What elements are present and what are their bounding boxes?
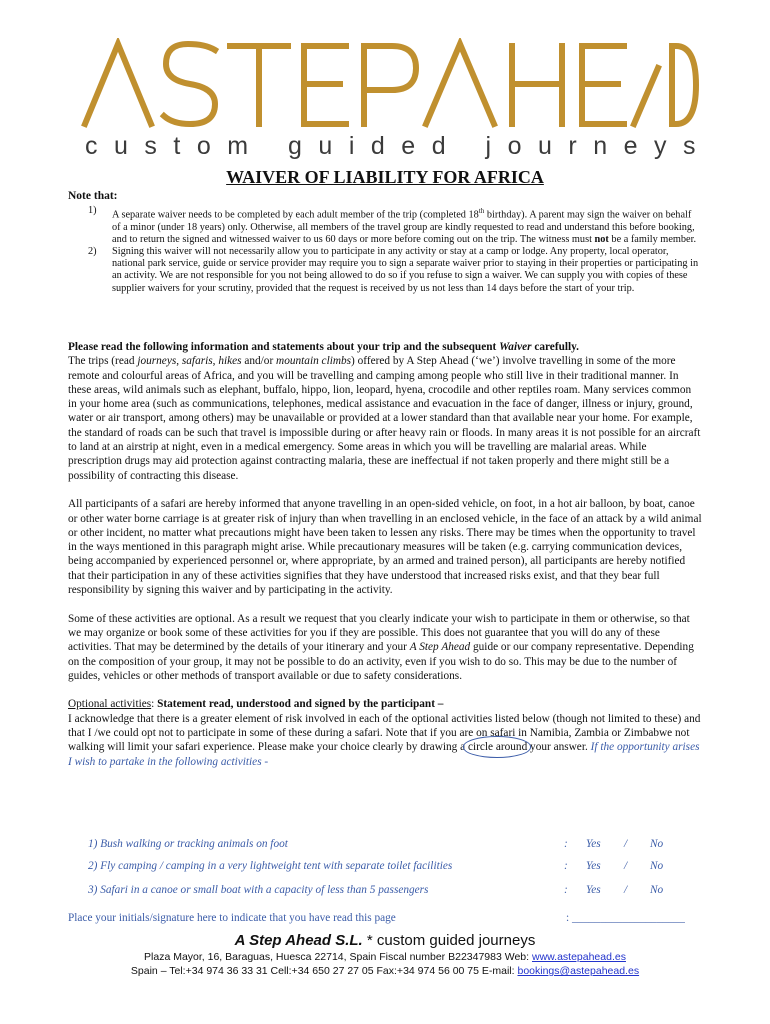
document-body [68, 340, 702, 783]
no-option[interactable]: No [650, 860, 664, 872]
initials-label: Place your initials/signature here to indicate that you have read this page [68, 912, 396, 924]
activity-row: 1) Bush walking or tracking animals on foot : Yes / No [88, 838, 664, 850]
note-item: 2) Signing this waiver will not necessarily allow you to participate in any activity or stay at a camp or lodge. Any property, local operator, national park service, guide or service provider may require you to sign a separate waiver prior to staying in their properties or participating in an activity. We are not responsible for you not being allowed to do so if you refuse to sign a waiver. We can supply you with copies of these supplier waivers for your scrutiny, provided that the request is received by us not less than 14 days before the start of your trip. [88, 246, 699, 294]
risk-paragraph: All participants of a safari are hereby informed that anyone travelling in an open-sided vehicle, on foot, in a hot air balloon, by boat, canoe or other water borne carriage is at greater risk of injury than when travelling in an enclosed vehicle, in the face of an attack by a wild animal or other incident, no matter what precautions might have been taken to lessen any risks. There may be times when the opportunity to travel in the ways mentioned in this paragraph might arise. While precautionary measures will be taken (e.g. carrying communication devices, being accompanied by experienced personnel or, where appropriate, by an armed and trained person), all participants are hereby notified that their participation in any of these activities signifies that they have understood that increased risks exist, and that they bear full responsibility by signing this waiver and by participating in the activity. [68, 498, 702, 597]
initials-row [68, 912, 702, 924]
email-link[interactable]: bookings@astepahead.es [517, 965, 640, 977]
activity-row: 3) Safari in a canoe or small boat with a capacity of less than 5 passengers : Yes / No [88, 884, 664, 896]
document-title: WAIVER OF LIABILITY FOR AFRICA [226, 167, 544, 187]
notes-list [88, 205, 700, 295]
logo-tagline: custom guided journeys [85, 132, 713, 160]
logo-wordmark [80, 38, 700, 128]
optional-paragraph: Some of these activities are optional. As a result we request that you clearly indicate your wish to participate in them or otherwise, so that we may organize or book some of these activities for you if they are possible. This does not guarantee that you will do any of these activities. That may be determined by the details of your itinerary and your A Step Ahead guide or our company representative. Depending on the composition of your group, it may not be possible to do an activity, even if you wish to do so. This may be due to the number of guides, vehicles or other methods of transport available or due to safety considerations. [68, 612, 694, 682]
initials-field[interactable]: : ____________________ [566, 912, 685, 924]
no-option[interactable]: No [650, 838, 664, 850]
footer-contacts: Spain – Tel:+34 974 36 33 31 Cell:+34 650 27 27 05 Fax:+34 974 56 00 75 E-mail: bookings@astepahead.es [130, 965, 640, 977]
yes-option[interactable]: Yes [586, 884, 601, 896]
activity-row: 2) Fly camping / camping in a very lightweight tent with separate toilet facilities : Yes / No [88, 860, 664, 872]
note-label: Note that: [68, 190, 118, 202]
note-item: 1) A separate waiver needs to be completed by each adult member of the trip (completed 18th birthday). A parent may sign the waiver on behalf of a minor (under 18 years) only. Otherwise, all members of the travel group are kindly requested to read and understand this before booking, and to return the signed and witnessed waiver to us 60 days or more before coming out on the trip. The witness must not be a family member. [88, 205, 697, 245]
website-link[interactable]: www.astepahead.es [531, 951, 626, 963]
page-footer [0, 932, 770, 978]
intro-paragraph: Please read the following information and statements about your trip and the subsequent Waiver carefully. The trips (read journeys, safaris, hikes and/or mountain climbs) offered by A Step Ahead (‘we’) involve travelling in some of the more remote and colourful areas of Africa, and you will be travelling and camping among people who still live in their traditional manner. In these areas, wild animals such as elephant, buffalo, hippo, lion, leopard, hyena, crocodile and other reptiles roam. Many services common in your home area (such as communications, telephones, medical assistance and evacuation in the face of danger, illness or injury, ground, water or air transport, among others) may be unavailable or provided at a lower standard than that available near your home. For example, the standard of roads can be such that travel is impossible during or after heavy rain or floods. In many areas it is not possible for an aircraft to land at an airstrip at night, even in a medical emergency. Some areas in which you will be travelling are malarial areas. While prescription drugs may aid protection against contracting malaria, these are ineffectual if not taken properly and there might still be a possibility of contracting this disease. [68, 341, 701, 482]
optional-activities-statement: Optional activities: Statement read, understood and signed by the participant – I acknowledge that there is a greater element of risk involved in each of the optional activities listed below (though not limited to these) and that I /we could opt not to participate in some of these during a safari. Note that if you are on safari in Namibia, Zambia or Zimbabwe not walking will limit your safari experience. Please make your choice clearly by drawing a circle around your answer. If the opportunity arises I wish to partake in the following activities - [68, 698, 701, 768]
yes-option[interactable]: Yes [586, 838, 601, 850]
footer-company: A Step Ahead S.L. * custom guided journeys [234, 932, 536, 949]
no-option[interactable]: No [650, 884, 664, 896]
yes-option[interactable]: Yes [586, 860, 601, 872]
footer-address: Plaza Mayor, 16, Baraguas, Huesca 22714, Spain Fiscal number B22347983 Web: www.astepahead.es [144, 951, 626, 963]
circled-example: circle around [467, 741, 528, 754]
